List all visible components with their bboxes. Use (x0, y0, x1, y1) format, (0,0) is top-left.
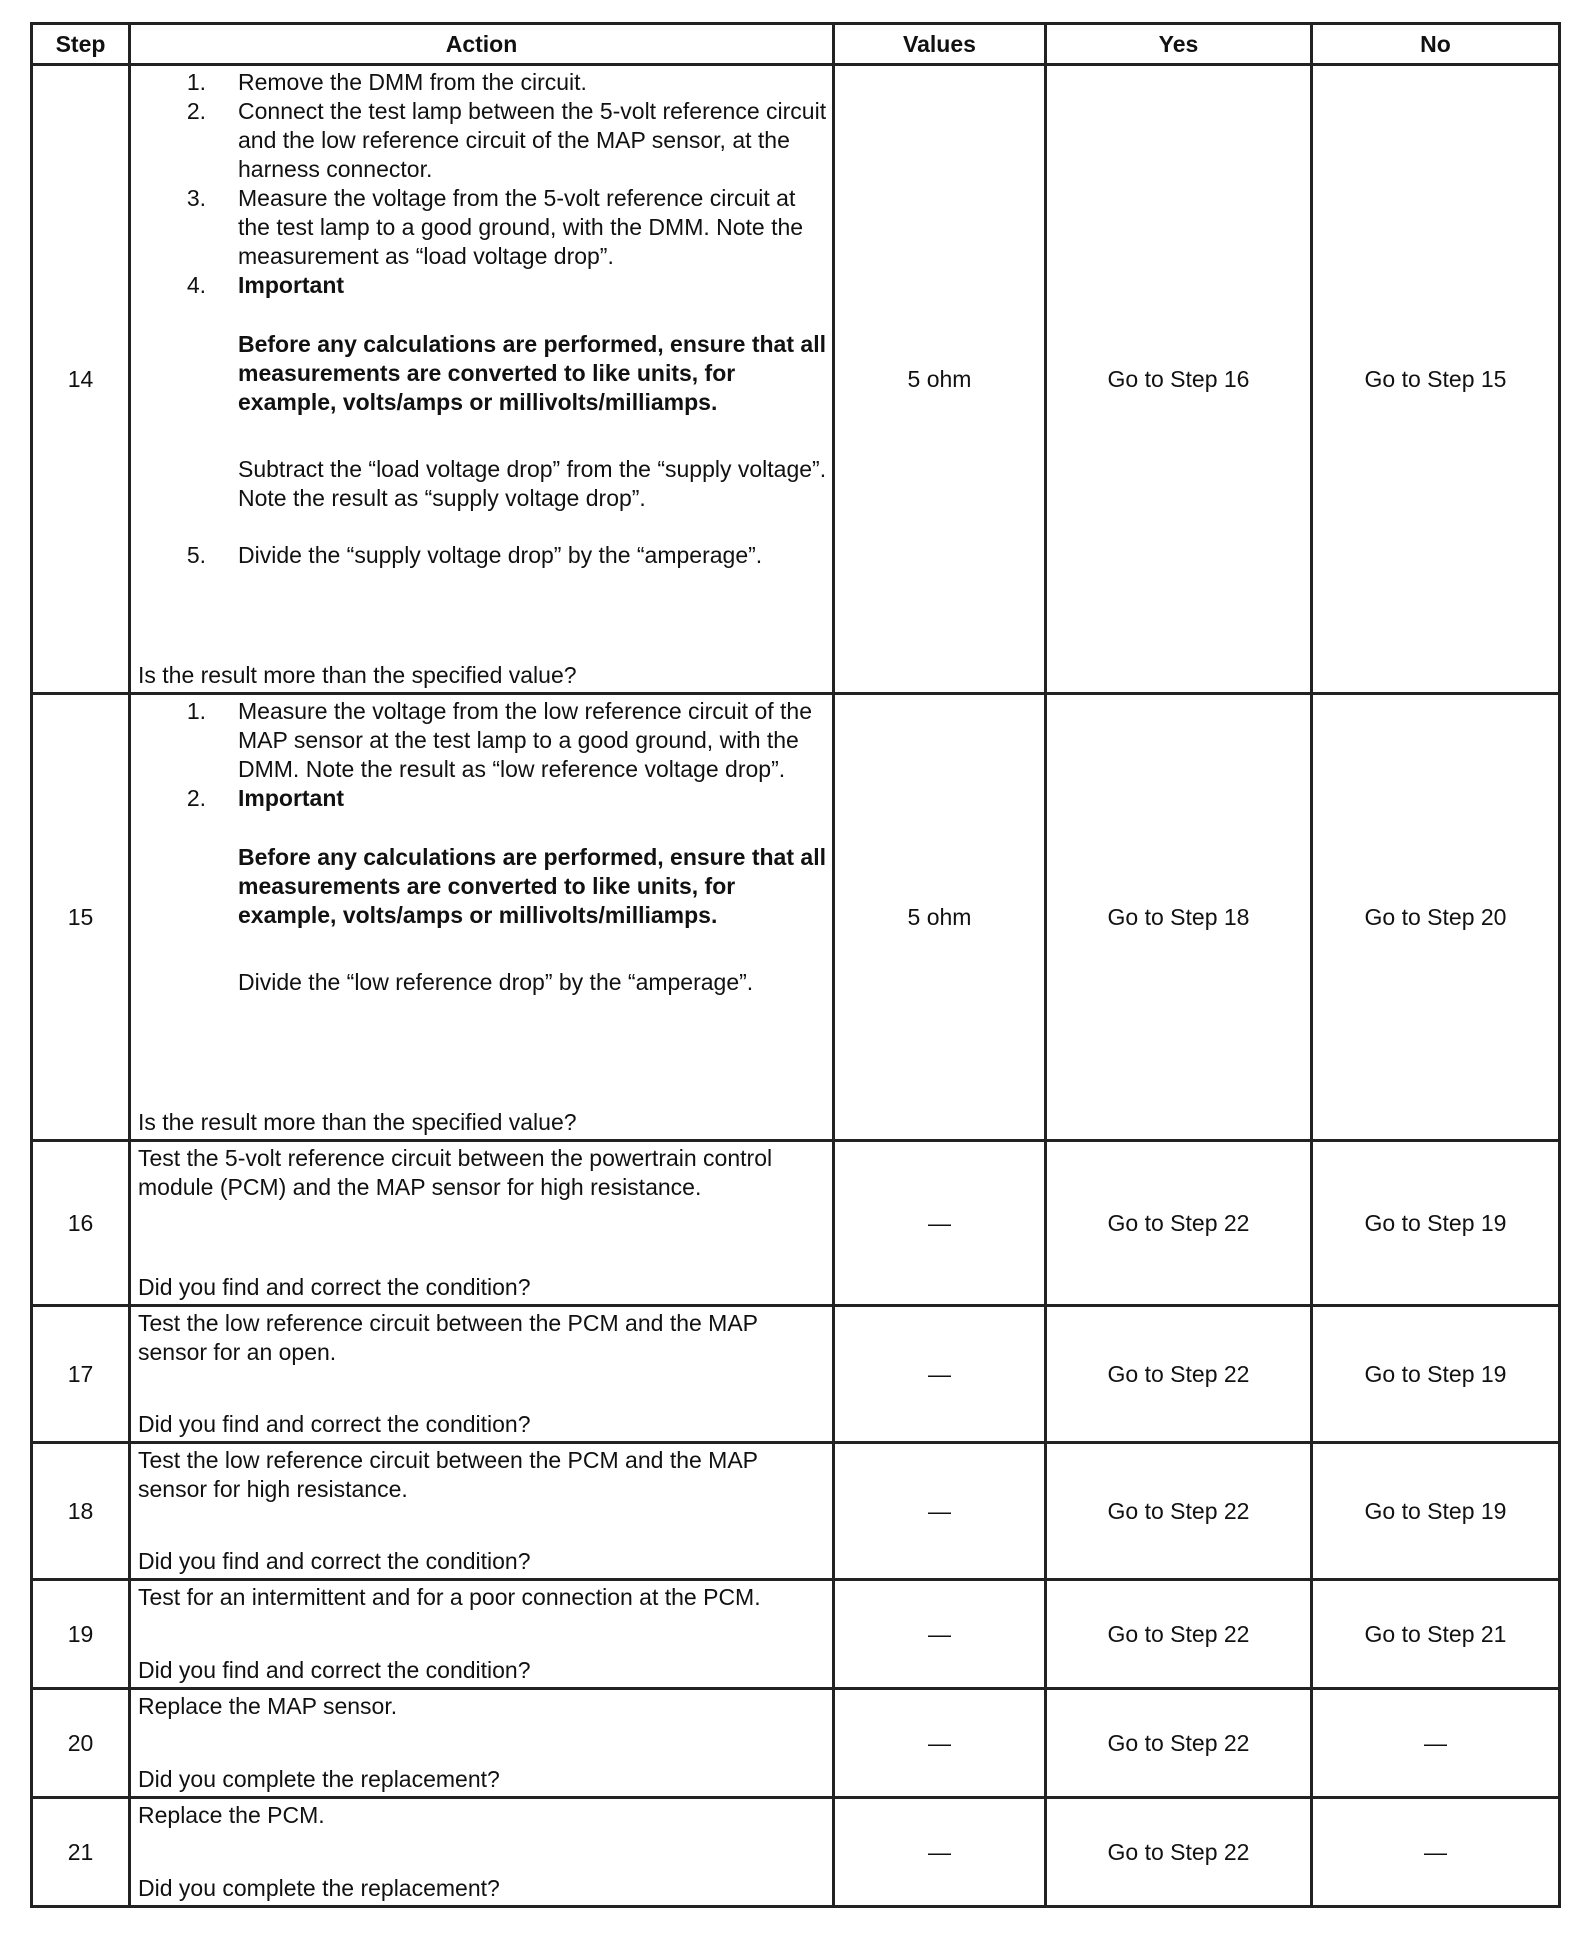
action-extra: Subtract the “load voltage drop” from the “supply voltage”. Note the result as “supply voltage drop”. (238, 456, 827, 511)
action-cell (130, 65, 834, 694)
step-number: 18 (32, 1443, 130, 1580)
value-cell: — (834, 1798, 1046, 1907)
header-step: Step (32, 24, 130, 65)
list-item: 2. Connect the test lamp between the 5-volt reference circuit and the low reference circuit of the MAP sensor, at the harness connector. (186, 98, 827, 182)
action-text: Replace the PCM. (138, 1802, 325, 1828)
yes-link[interactable]: Go to Step 22 (1046, 1141, 1312, 1306)
diagnostic-table-page (30, 22, 1558, 1908)
header-no: No (1312, 24, 1560, 65)
table-row (32, 1141, 1560, 1306)
list-item: 1. Remove the DMM from the circuit. (186, 69, 587, 95)
step-number: 14 (32, 65, 130, 694)
table-row (32, 1580, 1560, 1689)
question-text: Did you find and correct the condition? (138, 1657, 531, 1683)
step-number: 21 (32, 1798, 130, 1907)
action-text: Test for an intermittent and for a poor connection at the PCM. (138, 1584, 761, 1610)
step-number: 16 (32, 1141, 130, 1306)
step-number: 15 (32, 694, 130, 1141)
question-text: Is the result more than the specified value? (138, 1109, 577, 1135)
no-link[interactable]: Go to Step 20 (1312, 694, 1560, 1141)
question-text: Did you complete the replacement? (138, 1875, 500, 1901)
yes-link[interactable]: Go to Step 18 (1046, 694, 1312, 1141)
yes-link[interactable]: Go to Step 22 (1046, 1306, 1312, 1443)
yes-link[interactable]: Go to Step 22 (1046, 1798, 1312, 1907)
table-row (32, 1798, 1560, 1907)
action-cell (130, 1798, 834, 1907)
table-row (32, 1689, 1560, 1798)
step-number: 19 (32, 1580, 130, 1689)
step-number: 17 (32, 1306, 130, 1443)
question-text: Is the result more than the specified value? (138, 662, 577, 688)
no-link[interactable]: Go to Step 15 (1312, 65, 1560, 694)
header-yes: Yes (1046, 24, 1312, 65)
action-steps (138, 697, 828, 813)
table-row (32, 1443, 1560, 1580)
value-cell: — (834, 1689, 1046, 1798)
value-cell: — (834, 1306, 1046, 1443)
action-cell (130, 1141, 834, 1306)
action-text: Test the low reference circuit between the PCM and the MAP sensor for high resistance. (138, 1447, 758, 1502)
action-steps (138, 541, 828, 570)
value-cell: — (834, 1580, 1046, 1689)
list-item: 1. Measure the voltage from the low reference circuit of the MAP sensor at the test lamp to a good ground, with the DMM. Note the result as “low reference voltage drop”. (186, 698, 813, 782)
no-link[interactable]: Go to Step 19 (1312, 1443, 1560, 1580)
question-text: Did you find and correct the condition? (138, 1411, 531, 1437)
no-link[interactable]: Go to Step 21 (1312, 1580, 1560, 1689)
header-row (32, 24, 1560, 65)
no-link: — (1312, 1798, 1560, 1907)
yes-link[interactable]: Go to Step 22 (1046, 1580, 1312, 1689)
table-row (32, 1306, 1560, 1443)
value-cell: 5 ohm (834, 694, 1046, 1141)
no-link[interactable]: Go to Step 19 (1312, 1141, 1560, 1306)
list-item: 4. Important (186, 272, 345, 298)
table-row (32, 694, 1560, 1141)
important-note: Before any calculations are performed, ensure that all measurements are converted to like units, for example, volts/amps or millivolts/milliamps. (238, 844, 826, 928)
step-number: 20 (32, 1689, 130, 1798)
value-cell: — (834, 1141, 1046, 1306)
no-link: — (1312, 1689, 1560, 1798)
table-row (32, 65, 1560, 694)
header-action: Action (130, 24, 834, 65)
action-text: Test the low reference circuit between the PCM and the MAP sensor for an open. (138, 1310, 758, 1365)
list-item: 3. Measure the voltage from the 5-volt reference circuit at the test lamp to a good ground, with the DMM. Note the measurement as “load voltage drop”. (186, 185, 804, 269)
no-link[interactable]: Go to Step 19 (1312, 1306, 1560, 1443)
action-cell (130, 1306, 834, 1443)
yes-link[interactable]: Go to Step 16 (1046, 65, 1312, 694)
yes-link[interactable]: Go to Step 22 (1046, 1443, 1312, 1580)
value-cell: 5 ohm (834, 65, 1046, 694)
action-text: Replace the MAP sensor. (138, 1693, 398, 1719)
list-item: 5. Divide the “supply voltage drop” by the “amperage”. (186, 542, 763, 568)
action-cell (130, 1580, 834, 1689)
question-text: Did you find and correct the condition? (138, 1274, 531, 1300)
action-cell (130, 1689, 834, 1798)
action-cell (130, 1443, 834, 1580)
diagnostic-table (30, 22, 1561, 1908)
question-text: Did you complete the replacement? (138, 1766, 500, 1792)
question-text: Did you find and correct the condition? (138, 1548, 531, 1574)
action-text: Test the 5-volt reference circuit between the powertrain control module (PCM) and the MAP sensor for high resistance. (138, 1145, 773, 1200)
yes-link[interactable]: Go to Step 22 (1046, 1689, 1312, 1798)
header-values: Values (834, 24, 1046, 65)
action-extra: Divide the “low reference drop” by the “amperage”. (238, 969, 754, 995)
action-cell (130, 694, 834, 1141)
action-steps (138, 68, 828, 300)
list-item: 2. Important (186, 785, 345, 811)
value-cell: — (834, 1443, 1046, 1580)
important-note: Before any calculations are performed, ensure that all measurements are converted to like units, for example, volts/amps or millivolts/milliamps. (238, 331, 826, 415)
